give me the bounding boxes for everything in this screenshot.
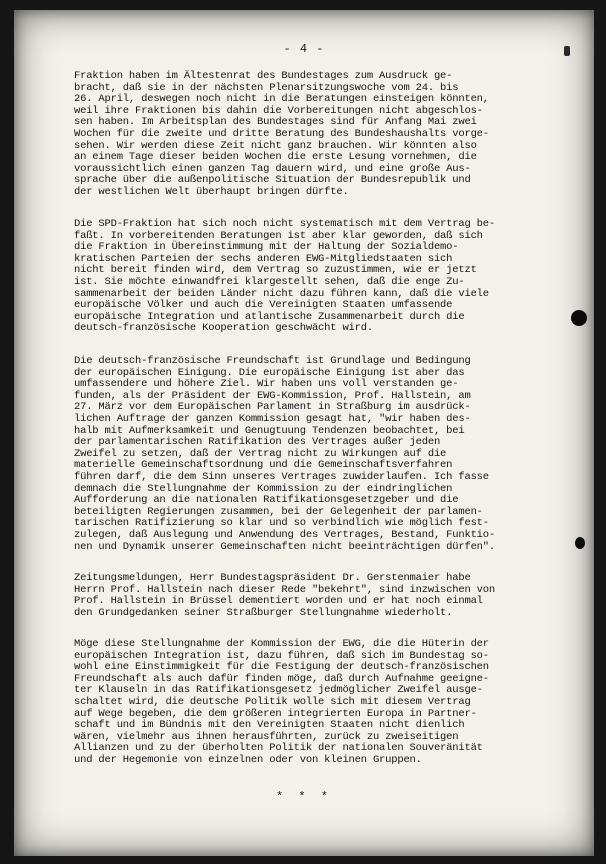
text-line: Zweifel zu setzen, daß der Vertrag nicht zu Wirkungen auf die (74, 447, 447, 460)
paragraph-2 (74, 219, 586, 335)
text-line: ter Klauseln in das Ratifikationsgesetz jedmöglicher Zweifel ausge- (74, 684, 483, 697)
text-line: Allianzen und zu der überholten Politik der nationalen Souveränität (74, 742, 483, 755)
end-mark: * * * (275, 790, 332, 804)
text-line: faßt. In vorbereitenden Beratungen ist aber klar geworden, daß sich (74, 229, 483, 242)
text-line: zulegen, daß Auslegung und Anwendung des Vertrages, Bestand, Funktio- (74, 528, 495, 541)
text-line: umfassendere und höhere Ziel. Wir haben uns voll verstanden ge- (74, 378, 459, 391)
text-line: Fraktion haben im Ältestenrat des Bundestages zum Ausdruck ge- (74, 70, 453, 82)
text-line: wohl eine Einstimmigkeit für die Festigung der deutsch-französischen (74, 661, 489, 674)
paragraph-3 (74, 356, 586, 553)
document-page (14, 10, 594, 856)
text-line: weil ihre Fraktionen bis dahin die Vorbereitungen nicht abgeschlos- (74, 104, 483, 117)
text-line: demnach die Stellungnahme der Kommission zu der eindringlichen (74, 482, 453, 495)
text-line: Möge diese Stellungnahme der Kommission der EWG, die die Hüterin der (74, 638, 489, 650)
text-line: Freundschaft als auch dafür finden möge, daß durch Aufnahme geeigne- (74, 672, 489, 685)
text-line: europäischen Integration ist, dazu führen, daß sich im Bundestag so- (74, 649, 489, 662)
punch-hole (571, 310, 587, 326)
paragraph-5 (74, 639, 586, 767)
text-line: lichen Auftrage der ganzen Kommission gesagt hat, "wir haben des- (74, 412, 471, 425)
text-line: wären, vielmehr aus ihnen herausführten, zurück zu zweiseitigen (74, 730, 459, 743)
text-line: nicht bereit finden wird, dem Vertrag so zuzustimmen, wie er jetzt (74, 264, 477, 277)
text-line: bracht, daß sie in der nächsten Plenarsitzungswoche vom 24. bis (74, 81, 459, 94)
text-line: Herrn Prof. Hallstein nach dieser Rede "bekehrt", sind inzwischen von (74, 583, 495, 596)
text-line: und der Hegemonie von einzelnen oder von kleinen Gruppen. (74, 753, 422, 766)
text-line: nen und Dynamik unserer Gemeinschaften nicht beeinträchtigen dürfen". (74, 540, 495, 553)
text-line: der europäischen Einigung. Die europäische Einigung ist aber das (74, 366, 465, 379)
text-line: ist. Sie möchte einwandfrei klargestellt sehen, daß die enge Zu- (74, 275, 465, 288)
text-line: an einem Tage dieser beiden Wochen die erste Lesung vornehmen, die (74, 151, 477, 164)
text-line: Wochen für die zweite und dritte Beratung des Bundeshaushalts vorge- (74, 127, 489, 140)
text-line: 27. März vor dem Europäischen Parlament in Straßburg im ausdrück- (74, 401, 471, 414)
text-line: Die SPD-Fraktion hat sich noch nicht systematisch mit dem Vertrag be- (74, 218, 495, 230)
paragraph-4 (74, 573, 586, 619)
text-line: 26. April, deswegen noch nicht in die Beratungen einsteigen könnten, (74, 93, 489, 106)
text-line: schaltet wird, die deutsche Politik wolle sich mit diesem Vertrag (74, 695, 471, 708)
text-line: materielle Gemeinschaftsordnung und die Gemeinschaftsverfahren (74, 459, 453, 472)
page-number: - 4 - (283, 42, 325, 56)
text-line: kratischen Parteien der sechs anderen EWG-Mitgliedstaaten sich (74, 252, 453, 265)
text-line: Die deutsch-französische Freundschaft ist Grundlage und Bedingung (74, 355, 471, 367)
text-line: Zeitungsmeldungen, Herr Bundestagspräsident Dr. Gerstenmaier habe (74, 572, 471, 584)
text-line: voraussichtlich einen ganzen Tag dauern wird, und eine große Aus- (74, 162, 471, 175)
text-line: halb mit Aufmerksamkeit und Genugtuung Tendenzen beobachtet, bei (74, 424, 465, 437)
text-line: der parlamentarischen Ratifikation des Vertrages außer jeden (74, 436, 441, 449)
text-line: Prof. Hallstein in Brüssel dementiert worden und er hat noch einmal (74, 595, 483, 608)
text-line: deutsch-französische Kooperation geschwächt wird. (74, 322, 373, 335)
punch-hole (575, 537, 585, 549)
text-line: funden, als der Präsident der EWG-Kommission, Prof. Hallstein, am (74, 389, 471, 402)
text-line: europäische Völker und auch die Vereinigten Staaten umfassende (74, 299, 453, 312)
text-line: sammenarbeit der beiden Länder nicht dazu führen kann, daß die viele (74, 287, 489, 300)
text-line: der westlichen Welt überhaupt bringen dürfte. (74, 185, 349, 198)
text-line: auf Wege begeben, die dem größeren integrierten Europa in Partner- (74, 707, 477, 720)
text-line: Aufforderung an die nationalen Ratifikationsgesetzgeber und die (74, 494, 459, 507)
text-line: tarischen Ratifizierung so klar und so verbindlich wie möglich fest- (74, 517, 489, 530)
text-line: die Fraktion in Übereinstimmung mit der Haltung der Sozialdemo- (74, 241, 459, 254)
text-line: sehen. Wir werden diese Zeit nicht ganz brauchen. Wir könnten also (74, 139, 477, 152)
text-line: schaft und im Bündnis mit den Vereinigten Staaten nicht dienlich (74, 719, 465, 732)
text-line: sprache über die außenpolitische Situation der Bundesrepublik und (74, 174, 471, 187)
paragraph-1 (74, 71, 586, 199)
text-line: beteiligten Regierungen zusammen, bei der Gelegenheit der parlamen- (74, 505, 483, 518)
text-line: europäische Integration und atlantische Zusammenarbeit durch die (74, 310, 465, 323)
text-line: sen haben. Im Arbeitsplan des Bundestages sind für Anfang Mai zwei (74, 116, 477, 129)
text-line: führen darf, die dem Sinn unseres Vertrages zuwiderlaufen. Ich fasse (74, 470, 489, 483)
text-line: den Grundgedanken seiner Straßburger Stellungnahme wiederholt. (74, 606, 453, 619)
